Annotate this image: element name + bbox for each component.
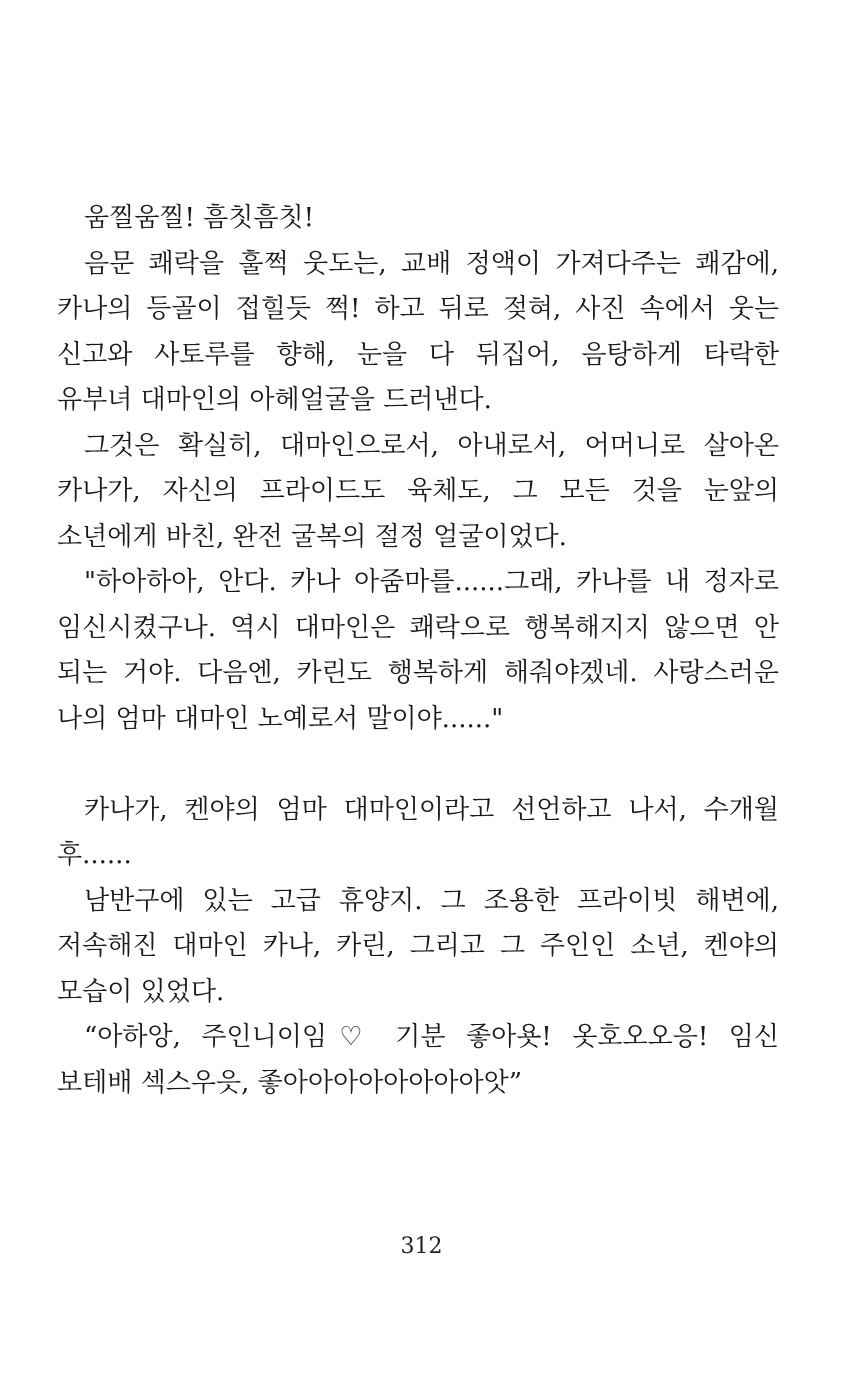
text-line: 카나가, 자신의 프라이드도 육체도, 그 모든 것을 눈앞의 bbox=[57, 476, 779, 506]
text-line: 남반구에 있는 고급 휴양지. 그 조용한 프라이빗 해변에, bbox=[84, 885, 779, 916]
text-line: 되는 거야. 다음엔, 카린도 행복하게 해줘야겠네. 사랑스러운 bbox=[57, 658, 779, 688]
text-line: "하아하아, 안다. 카나 아줌마를......그래, 카나를 내 정자로 bbox=[84, 567, 779, 597]
text-line: 후...... bbox=[57, 840, 132, 870]
text-line: 움찔움찔! 흠칫흠칫! bbox=[84, 203, 315, 233]
text-line: 유부녀 대마인의 아헤얼굴을 드러낸다. bbox=[57, 385, 492, 415]
text-line: 임신시켰구나. 역시 대마인은 쾌락으로 행복해지지 않으면 안 bbox=[57, 612, 779, 643]
blank-line bbox=[57, 742, 779, 788]
text-line: 보테배 섹스우읏, 좋아아아아아아아아앗” bbox=[57, 1067, 523, 1098]
text-line: 소년에게 바친, 완전 굴복의 절정 얼굴이었다. bbox=[57, 521, 567, 552]
text-line: 나의 엄마 대마인 노예로서 말이야......" bbox=[57, 703, 504, 734]
text-line: 그것은 확실히, 대마인으로서, 아내로서, 어머니로 살아온 bbox=[84, 430, 779, 461]
page-number: 312 bbox=[400, 1234, 443, 1259]
body-text bbox=[57, 196, 779, 1106]
text-line: 카나의 등골이 접힐듯 쩍! 하고 뒤로 젖혀, 사진 속에서 웃는 bbox=[57, 294, 779, 324]
text-line: 신고와 사토루를 향해, 눈을 다 뒤집어, 음탕하게 타락한 bbox=[57, 339, 779, 370]
text-line: 모습이 있었다. bbox=[57, 976, 225, 1007]
text-line: 음문 쾌락을 훌쩍 웃도는, 교배 정액이 가져다주는 쾌감에, bbox=[84, 248, 779, 279]
text-line: 저속해진 대마인 카나, 카린, 그리고 그 주인인 소년, 켄야의 bbox=[57, 931, 779, 961]
text-line: 카나가, 켄야의 엄마 대마인이라고 선언하고 나서, 수개월 bbox=[84, 794, 779, 825]
text-line: “아하앙, 주인니이임♡ 기분 좋아욧! 옷호오오응! 임신 bbox=[84, 1022, 779, 1052]
